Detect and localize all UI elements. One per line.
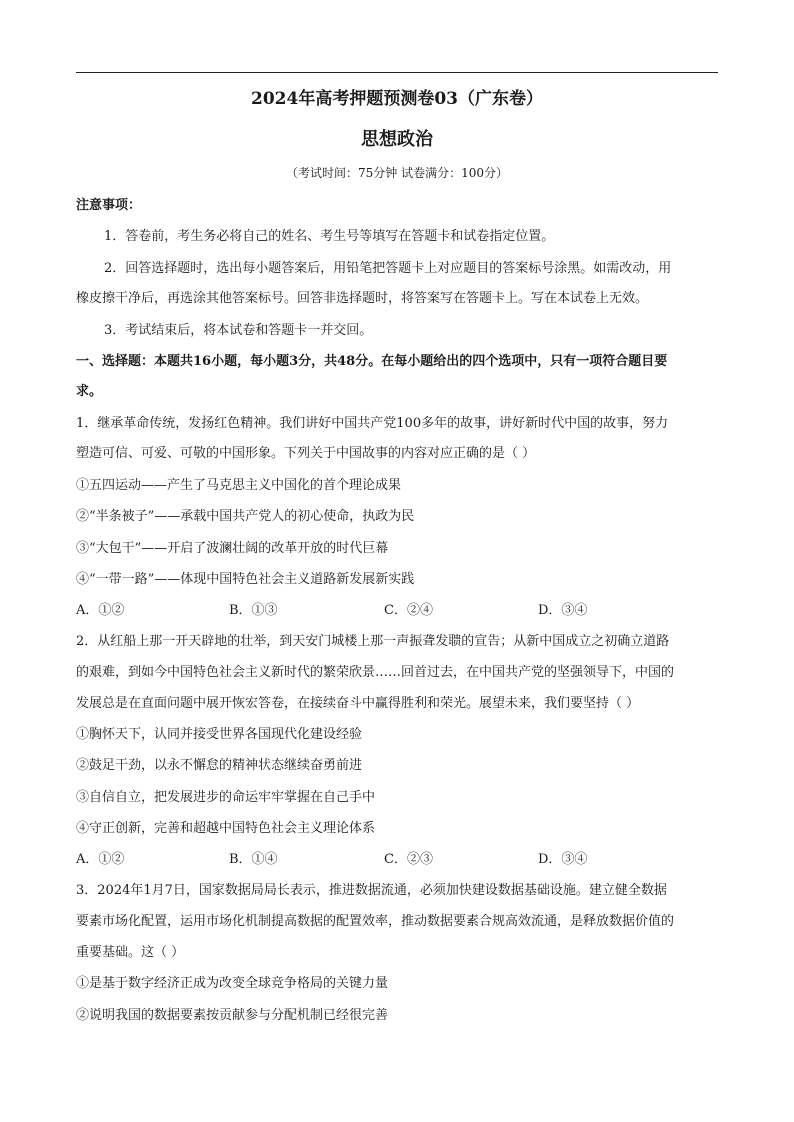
notice-item-2: 2．回答选择题时，选出每小题答案后，用铅笔把答题卡上对应题目的答案标号涂黑。如需改动，用 xyxy=(104,261,672,276)
q1-statement-3: ③“大包干”——开启了波澜壮阔的改革开放的时代巨幕 xyxy=(76,541,389,556)
q3-statement-1: ①是基于数字经济正成为改变全球竞争格局的关键力量 xyxy=(76,976,389,991)
notice-item-1: 1．答卷前，考生务必将自己的姓名、考生号等填写在答题卡和试卷指定位置。 xyxy=(104,229,555,244)
notice-item-2-cont: 橡皮擦干净后，再选涂其他答案标号。回答非选择题时，将答案写在答题卡上。写在本试卷上无效。 xyxy=(76,291,649,306)
q2-option-b: B．①④ xyxy=(229,852,278,867)
q2-statement-3: ③自信自立，把发展进步的命运牢牢掌握在自己手中 xyxy=(76,790,376,805)
q2-option-a: A．①② xyxy=(76,852,125,867)
q1-stem-line-2: 塑造可信、可爱、可敬的中国形象。下列关于中国故事的内容对应正确的是（ ） xyxy=(76,446,536,461)
q1-option-c: C．②④ xyxy=(384,603,433,618)
q2-statement-1: ①胸怀天下，认同并接受世界各国现代化建设经验 xyxy=(76,727,363,742)
q3-stem-line-1: 3．2024年1月7日，国家数据局局长表示，推进数据流通，必须加快建设数据基础设施。建立健全数据 xyxy=(76,883,667,898)
q1-statement-2: ②“半条被子”——承载中国共产党人的初心使命，执政为民 xyxy=(76,509,415,524)
exam-title: 2024年高考押题预测卷03（广东卷） xyxy=(251,89,543,109)
q2-stem-line-3: 发展总是在直面问题中展开恢宏答卷，在接续奋斗中赢得胜利和荣光。展望未来，我们要坚持（ ） xyxy=(76,696,640,711)
q2-option-d: D．③④ xyxy=(538,852,588,867)
exam-info: （考试时间：75分钟 试卷满分：100分） xyxy=(286,166,508,180)
section-heading: 一、选择题：本题共16小题，每小题3分，共48分。在每小题给出的四个选项中，只有一项符合题目要 xyxy=(76,354,668,369)
q2-stem-line-1: 2．从红船上那一开天辟地的壮举，到天安门城楼上那一声振聋发聩的宣告；从新中国成立之初确立道路 xyxy=(76,634,670,649)
notice-item-3: 3．考试结束后，将本试卷和答题卡一并交回。 xyxy=(104,323,373,338)
q3-statement-2: ②说明我国的数据要素按贡献参与分配机制已经很完善 xyxy=(76,1008,389,1023)
q1-option-b: B．①③ xyxy=(229,603,278,618)
q2-statement-2: ②鼓足干劲，以永不懈怠的精神状态继续奋勇前进 xyxy=(76,758,363,773)
q3-stem-line-3: 重要基础。这（ ） xyxy=(76,945,185,960)
q1-statement-1: ①五四运动——产生了马克思主义中国化的首个理论成果 xyxy=(76,478,402,493)
q2-statement-4: ④守正创新，完善和超越中国特色社会主义理论体系 xyxy=(76,821,376,836)
subject-title: 思想政治 xyxy=(361,129,433,150)
header-rule xyxy=(76,72,718,73)
q2-stem-line-2: 的艰难，到如今中国特色社会主义新时代的繁荣欣景……回首过去，在中国共产党的坚强领导下，中国的 xyxy=(76,665,675,680)
section-heading-cont: 求。 xyxy=(76,384,103,399)
notice-heading: 注意事项： xyxy=(76,198,142,213)
q1-stem-line-1: 1．继承革命传统，发扬红色精神。我们讲好中国共产党100多年的故事，讲好新时代中国的故事，努力 xyxy=(76,416,669,431)
q3-stem-line-2: 要素市场化配置，运用市场化机制提高数据的配置效率，推动数据要素合规高效流通，是释放数据价值的 xyxy=(76,914,675,929)
q1-statement-4: ④“一带一路”——体现中国特色社会主义道路新发展新实践 xyxy=(76,572,415,587)
q2-option-c: C．②③ xyxy=(384,852,433,867)
q1-option-a: A．①② xyxy=(76,603,125,618)
q1-option-d: D．③④ xyxy=(538,603,588,618)
